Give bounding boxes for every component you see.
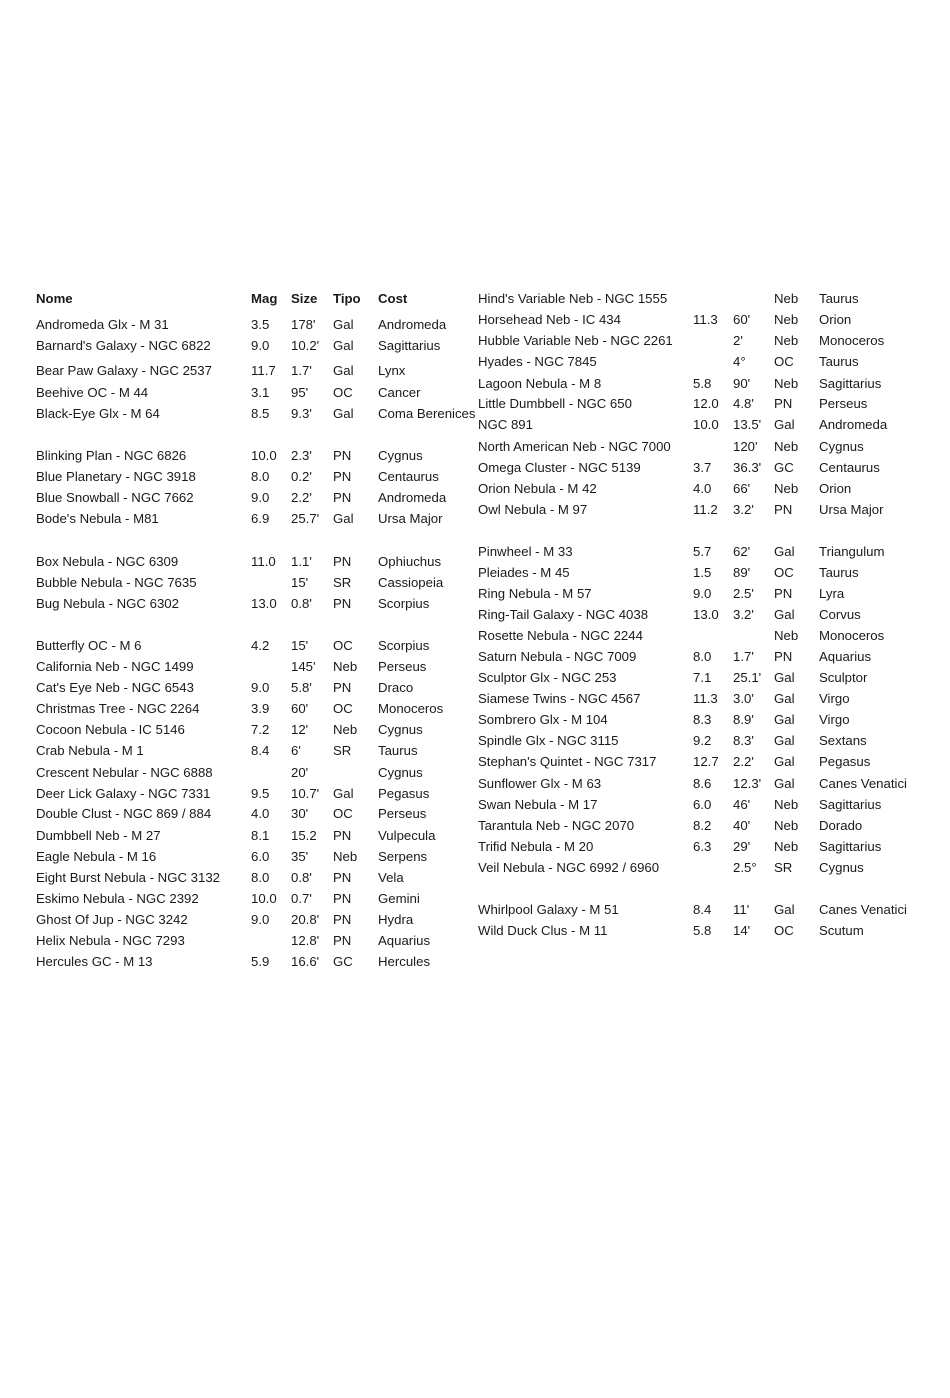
object-name: Ring-Tail Galaxy - NGC 4038 xyxy=(478,607,649,622)
header-name: Nome xyxy=(36,291,73,306)
apparent-size: 3.2' xyxy=(733,502,754,517)
apparent-size: 29' xyxy=(733,839,751,854)
magnitude: 8.0 xyxy=(251,469,270,484)
object-type: Gal xyxy=(774,670,795,685)
object-type: OC xyxy=(333,806,353,821)
object-type: Gal xyxy=(774,712,795,727)
magnitude: 9.5 xyxy=(251,786,270,801)
constellation: Taurus xyxy=(819,565,859,580)
object-type: PN xyxy=(333,912,352,927)
apparent-size: 2.3' xyxy=(291,448,312,463)
constellation: Vulpecula xyxy=(378,828,436,843)
object-type: Gal xyxy=(333,317,354,332)
magnitude: 8.4 xyxy=(251,743,270,758)
apparent-size: 95' xyxy=(291,385,309,400)
constellation: Scorpius xyxy=(378,638,430,653)
constellation: Perseus xyxy=(378,806,427,821)
apparent-size: 89' xyxy=(733,565,751,580)
object-type: Gal xyxy=(333,338,354,353)
object-type: PN xyxy=(774,586,793,601)
apparent-size: 2.5' xyxy=(733,586,754,601)
magnitude: 4.0 xyxy=(693,481,712,496)
object-name: North American Neb - NGC 7000 xyxy=(478,439,671,454)
constellation: Gemini xyxy=(378,891,420,906)
object-name: Wild Duck Clus - M 11 xyxy=(478,923,608,938)
object-name: Siamese Twins - NGC 4567 xyxy=(478,691,641,706)
constellation: Taurus xyxy=(819,354,859,369)
magnitude: 9.0 xyxy=(251,912,270,927)
apparent-size: 3.2' xyxy=(733,607,754,622)
apparent-size: 12.3' xyxy=(733,776,762,791)
object-name: Andromeda Glx - M 31 xyxy=(36,317,169,332)
magnitude: 13.0 xyxy=(693,607,719,622)
object-type: Gal xyxy=(774,733,795,748)
apparent-size: 60' xyxy=(291,701,309,716)
object-name: Stephan's Quintet - NGC 7317 xyxy=(478,754,657,769)
object-name: Eskimo Nebula - NGC 2392 xyxy=(36,891,199,906)
object-type: OC xyxy=(774,923,794,938)
object-type: Neb xyxy=(774,312,799,327)
object-type: Gal xyxy=(333,786,354,801)
apparent-size: 15.2 xyxy=(291,828,317,843)
object-name: Blue Snowball - NGC 7662 xyxy=(36,490,194,505)
object-type: PN xyxy=(333,680,352,695)
apparent-size: 16.6' xyxy=(291,954,320,969)
apparent-size: 2.5° xyxy=(733,860,757,875)
object-type: Neb xyxy=(774,797,799,812)
constellation: Pegasus xyxy=(819,754,871,769)
object-type: SR xyxy=(333,743,352,758)
object-name: Bode's Nebula - M81 xyxy=(36,511,159,526)
object-type: Neb xyxy=(333,849,358,864)
object-name: Pleiades - M 45 xyxy=(478,565,570,580)
constellation: Cassiopeia xyxy=(378,575,444,590)
object-name: Sculptor Glx - NGC 253 xyxy=(478,670,617,685)
object-type: Gal xyxy=(333,363,354,378)
constellation: Ophiuchus xyxy=(378,554,442,569)
magnitude: 3.9 xyxy=(251,701,270,716)
apparent-size: 4° xyxy=(733,354,746,369)
object-type: PN xyxy=(333,448,352,463)
magnitude: 12.0 xyxy=(693,396,719,411)
magnitude: 8.0 xyxy=(251,870,270,885)
object-type: Neb xyxy=(774,439,799,454)
magnitude: 5.9 xyxy=(251,954,270,969)
magnitude: 10.0 xyxy=(693,417,719,432)
magnitude: 8.3 xyxy=(693,712,712,727)
constellation: Ursa Major xyxy=(819,502,884,517)
constellation: Taurus xyxy=(819,291,859,306)
magnitude: 4.0 xyxy=(251,806,270,821)
magnitude: 8.5 xyxy=(251,406,270,421)
constellation: Cygnus xyxy=(378,722,423,737)
magnitude: 3.5 xyxy=(251,317,270,332)
object-name: Hyades - NGC 7845 xyxy=(478,354,597,369)
apparent-size: 20' xyxy=(291,765,309,780)
apparent-size: 8.9' xyxy=(733,712,754,727)
magnitude: 9.0 xyxy=(251,338,270,353)
apparent-size: 1.7' xyxy=(733,649,754,664)
apparent-size: 0.8' xyxy=(291,596,312,611)
apparent-size: 4.8' xyxy=(733,396,754,411)
object-type: PN xyxy=(333,933,352,948)
magnitude: 11.3 xyxy=(693,312,718,327)
constellation: Virgo xyxy=(819,712,850,727)
magnitude: 11.0 xyxy=(251,554,276,569)
apparent-size: 6' xyxy=(291,743,301,758)
magnitude: 3.7 xyxy=(693,460,712,475)
object-name: Eight Burst Nebula - NGC 3132 xyxy=(36,870,220,885)
constellation: Sculptor xyxy=(819,670,868,685)
object-type: OC xyxy=(333,385,353,400)
apparent-size: 8.3' xyxy=(733,733,754,748)
object-name: NGC 891 xyxy=(478,417,533,432)
object-name: Horsehead Neb - IC 434 xyxy=(478,312,621,327)
object-name: Butterfly OC - M 6 xyxy=(36,638,142,653)
constellation: Andromeda xyxy=(378,317,447,332)
object-name: Beehive OC - M 44 xyxy=(36,385,149,400)
apparent-size: 36.3' xyxy=(733,460,762,475)
object-name: Hind's Variable Neb - NGC 1555 xyxy=(478,291,668,306)
magnitude: 5.7 xyxy=(693,544,712,559)
object-name: Saturn Nebula - NGC 7009 xyxy=(478,649,637,664)
magnitude: 3.1 xyxy=(251,385,270,400)
object-type: PN xyxy=(333,870,352,885)
apparent-size: 178' xyxy=(291,317,316,332)
magnitude: 11.2 xyxy=(693,502,718,517)
apparent-size: 2' xyxy=(733,333,743,348)
constellation: Canes Venatici xyxy=(819,776,907,791)
apparent-size: 60' xyxy=(733,312,751,327)
object-name: Orion Nebula - M 42 xyxy=(478,481,597,496)
magnitude: 8.4 xyxy=(693,902,712,917)
object-name: Dumbbell Neb - M 27 xyxy=(36,828,161,843)
object-type: Gal xyxy=(774,417,795,432)
object-name: Blue Planetary - NGC 3918 xyxy=(36,469,196,484)
apparent-size: 25.7' xyxy=(291,511,320,526)
apparent-size: 25.1' xyxy=(733,670,762,685)
magnitude: 10.0 xyxy=(251,448,277,463)
constellation: Cygnus xyxy=(378,765,423,780)
constellation: Triangulum xyxy=(819,544,885,559)
magnitude: 1.5 xyxy=(693,565,712,580)
constellation: Hydra xyxy=(378,912,414,927)
magnitude: 11.7 xyxy=(251,363,276,378)
constellation: Perseus xyxy=(378,659,427,674)
object-name: Black-Eye Glx - M 64 xyxy=(36,406,160,421)
constellation: Sextans xyxy=(819,733,867,748)
constellation: Orion xyxy=(819,312,852,327)
constellation: Monoceros xyxy=(819,628,885,643)
object-name: Blinking Plan - NGC 6826 xyxy=(36,448,187,463)
object-type: Neb xyxy=(774,333,799,348)
magnitude: 9.0 xyxy=(251,490,270,505)
apparent-size: 10.7' xyxy=(291,786,320,801)
object-name: Bug Nebula - NGC 6302 xyxy=(36,596,179,611)
constellation: Sagittarius xyxy=(819,797,882,812)
header-constellation: Cost xyxy=(378,291,408,306)
constellation: Serpens xyxy=(378,849,428,864)
magnitude: 9.0 xyxy=(251,680,270,695)
constellation: Scutum xyxy=(819,923,864,938)
object-type: OC xyxy=(774,354,794,369)
object-name: Christmas Tree - NGC 2264 xyxy=(36,701,200,716)
object-name: Crab Nebula - M 1 xyxy=(36,743,144,758)
constellation: Orion xyxy=(819,481,852,496)
constellation: Lynx xyxy=(378,363,406,378)
apparent-size: 66' xyxy=(733,481,751,496)
object-type: Gal xyxy=(333,406,354,421)
constellation: Perseus xyxy=(819,396,868,411)
apparent-size: 120' xyxy=(733,439,758,454)
object-name: Trifid Nebula - M 20 xyxy=(478,839,594,854)
constellation: Aquarius xyxy=(819,649,872,664)
object-name: Eagle Nebula - M 16 xyxy=(36,849,157,864)
magnitude: 8.1 xyxy=(251,828,270,843)
object-name: Rosette Nebula - NGC 2244 xyxy=(478,628,643,643)
constellation: Cygnus xyxy=(378,448,423,463)
object-name: Spindle Glx - NGC 3115 xyxy=(478,733,619,748)
object-type: PN xyxy=(333,554,352,569)
magnitude: 8.0 xyxy=(693,649,712,664)
object-type: GC xyxy=(774,460,794,475)
object-name: Bubble Nebula - NGC 7635 xyxy=(36,575,197,590)
constellation: Taurus xyxy=(378,743,418,758)
constellation: Cancer xyxy=(378,385,421,400)
constellation: Centaurus xyxy=(378,469,439,484)
object-type: PN xyxy=(774,396,793,411)
magnitude: 8.2 xyxy=(693,818,712,833)
object-type: Gal xyxy=(774,691,795,706)
apparent-size: 15' xyxy=(291,638,309,653)
object-name: Crescent Nebular - NGC 6888 xyxy=(36,765,213,780)
object-type: GC xyxy=(333,954,353,969)
magnitude: 7.2 xyxy=(251,722,270,737)
constellation: Andromeda xyxy=(378,490,447,505)
magnitude: 5.8 xyxy=(693,376,712,391)
object-name: Whirlpool Galaxy - M 51 xyxy=(478,902,619,917)
header-type: Tipo xyxy=(333,291,361,306)
apparent-size: 145' xyxy=(291,659,316,674)
header-size: Size xyxy=(291,291,318,306)
apparent-size: 30' xyxy=(291,806,309,821)
magnitude: 6.0 xyxy=(693,797,712,812)
object-name: Helix Nebula - NGC 7293 xyxy=(36,933,185,948)
object-type: Neb xyxy=(774,628,799,643)
apparent-size: 1.7' xyxy=(291,363,312,378)
apparent-size: 14' xyxy=(733,923,751,938)
object-type: Neb xyxy=(774,818,799,833)
object-name: Hubble Variable Neb - NGC 2261 xyxy=(478,333,673,348)
object-type: PN xyxy=(774,502,793,517)
constellation: Andromeda xyxy=(819,417,888,432)
object-name: Omega Cluster - NGC 5139 xyxy=(478,460,641,475)
object-type: Neb xyxy=(774,376,799,391)
apparent-size: 1.1' xyxy=(291,554,312,569)
constellation: Sagittarius xyxy=(819,839,882,854)
object-type: SR xyxy=(333,575,352,590)
magnitude: 9.2 xyxy=(693,733,712,748)
object-type: Gal xyxy=(774,754,795,769)
magnitude: 10.0 xyxy=(251,891,277,906)
apparent-size: 2.2' xyxy=(291,490,312,505)
object-type: Neb xyxy=(333,659,358,674)
object-name: Cat's Eye Neb - NGC 6543 xyxy=(36,680,194,695)
magnitude: 8.6 xyxy=(693,776,712,791)
constellation: Cygnus xyxy=(819,439,864,454)
object-name: Sombrero Glx - M 104 xyxy=(478,712,608,727)
object-type: Gal xyxy=(774,607,795,622)
object-name: Sunflower Glx - M 63 xyxy=(478,776,602,791)
apparent-size: 0.8' xyxy=(291,870,312,885)
magnitude: 9.0 xyxy=(693,586,712,601)
object-type: Neb xyxy=(774,481,799,496)
object-name: Cocoon Nebula - IC 5146 xyxy=(36,722,185,737)
object-name: Veil Nebula - NGC 6992 / 6960 xyxy=(478,860,660,875)
object-name: Deer Lick Galaxy - NGC 7331 xyxy=(36,786,211,801)
constellation: Virgo xyxy=(819,691,850,706)
object-type: Neb xyxy=(774,291,799,306)
object-type: OC xyxy=(774,565,794,580)
constellation: Monoceros xyxy=(819,333,885,348)
object-name: California Neb - NGC 1499 xyxy=(36,659,194,674)
constellation: Centaurus xyxy=(819,460,880,475)
constellation: Corvus xyxy=(819,607,861,622)
object-type: OC xyxy=(333,638,353,653)
constellation: Sagittarius xyxy=(819,376,882,391)
object-name: Ring Nebula - M 57 xyxy=(478,586,592,601)
apparent-size: 40' xyxy=(733,818,751,833)
apparent-size: 12.8' xyxy=(291,933,320,948)
object-name: Tarantula Neb - NGC 2070 xyxy=(478,818,635,833)
apparent-size: 2.2' xyxy=(733,754,754,769)
constellation: Aquarius xyxy=(378,933,431,948)
object-type: OC xyxy=(333,701,353,716)
object-type: Gal xyxy=(774,902,795,917)
constellation: Draco xyxy=(378,680,414,695)
object-type: SR xyxy=(774,860,793,875)
object-type: PN xyxy=(333,891,352,906)
apparent-size: 12' xyxy=(291,722,309,737)
apparent-size: 13.5' xyxy=(733,417,762,432)
constellation: Canes Venatici xyxy=(819,902,907,917)
apparent-size: 46' xyxy=(733,797,751,812)
magnitude: 13.0 xyxy=(251,596,277,611)
constellation: Scorpius xyxy=(378,596,430,611)
constellation: Dorado xyxy=(819,818,863,833)
magnitude: 6.3 xyxy=(693,839,712,854)
magnitude: 6.0 xyxy=(251,849,270,864)
header-magnitude: Mag xyxy=(251,291,278,306)
object-name: Box Nebula - NGC 6309 xyxy=(36,554,179,569)
apparent-size: 0.7' xyxy=(291,891,312,906)
object-name: Owl Nebula - M 97 xyxy=(478,502,588,517)
constellation: Ursa Major xyxy=(378,511,443,526)
object-name: Hercules GC - M 13 xyxy=(36,954,153,969)
magnitude: 5.8 xyxy=(693,923,712,938)
apparent-size: 0.2' xyxy=(291,469,312,484)
object-name: Little Dumbbell - NGC 650 xyxy=(478,396,632,411)
object-name: Pinwheel - M 33 xyxy=(478,544,573,559)
constellation: Hercules xyxy=(378,954,431,969)
constellation: Coma Berenices xyxy=(378,406,476,421)
apparent-size: 90' xyxy=(733,376,751,391)
apparent-size: 5.8' xyxy=(291,680,312,695)
constellation: Monoceros xyxy=(378,701,444,716)
apparent-size: 62' xyxy=(733,544,751,559)
apparent-size: 9.3' xyxy=(291,406,312,421)
object-type: PN xyxy=(774,649,793,664)
apparent-size: 35' xyxy=(291,849,309,864)
object-type: PN xyxy=(333,828,352,843)
apparent-size: 15' xyxy=(291,575,309,590)
magnitude: 11.3 xyxy=(693,691,718,706)
object-type: Gal xyxy=(774,776,795,791)
constellation: Lyra xyxy=(819,586,845,601)
apparent-size: 10.2' xyxy=(291,338,320,353)
object-type: Gal xyxy=(774,544,795,559)
magnitude: 4.2 xyxy=(251,638,270,653)
object-name: Barnard's Galaxy - NGC 6822 xyxy=(36,338,211,353)
object-name: Lagoon Nebula - M 8 xyxy=(478,376,602,391)
object-name: Bear Paw Galaxy - NGC 2537 xyxy=(36,363,212,378)
object-type: Gal xyxy=(333,511,354,526)
magnitude: 7.1 xyxy=(693,670,712,685)
magnitude: 6.9 xyxy=(251,511,270,526)
apparent-size: 20.8' xyxy=(291,912,320,927)
constellation: Cygnus xyxy=(819,860,864,875)
object-name: Swan Nebula - M 17 xyxy=(478,797,598,812)
object-type: Neb xyxy=(333,722,358,737)
apparent-size: 11' xyxy=(733,902,750,917)
apparent-size: 3.0' xyxy=(733,691,754,706)
object-type: PN xyxy=(333,469,352,484)
object-name: Double Clust - NGC 869 / 884 xyxy=(36,806,212,821)
object-name: Ghost Of Jup - NGC 3242 xyxy=(36,912,188,927)
magnitude: 12.7 xyxy=(693,754,719,769)
constellation: Sagittarius xyxy=(378,338,441,353)
constellation: Vela xyxy=(378,870,404,885)
constellation: Pegasus xyxy=(378,786,430,801)
object-type: PN xyxy=(333,596,352,611)
object-type: Neb xyxy=(774,839,799,854)
object-type: PN xyxy=(333,490,352,505)
